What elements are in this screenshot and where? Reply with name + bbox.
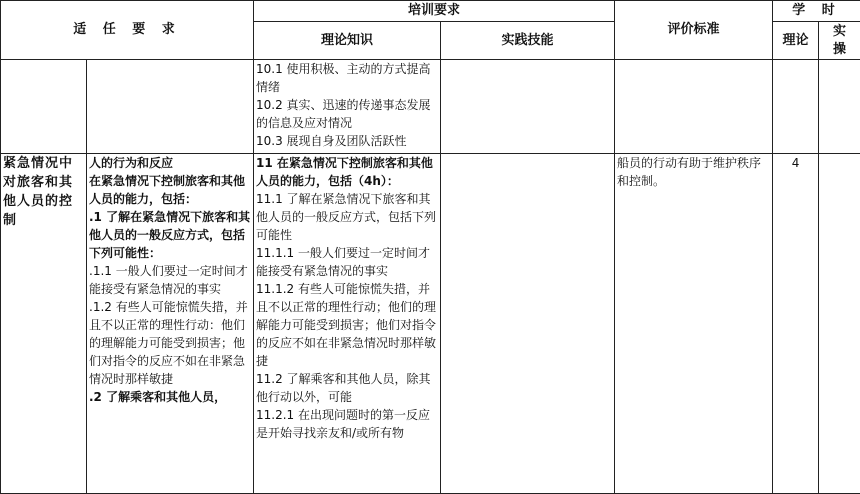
row2-theory-line: 11.1 了解在紧急情况下旅客和其他人员的一般反应方式，包括下列可能性 — [256, 192, 437, 242]
row1-theory-line: 10.1 使用积极、主动的方式提高情绪 — [256, 62, 431, 94]
row2-knowledge-line: 在紧急情况下控制旅客和其他人员的能力，包括： — [89, 174, 246, 206]
row2-theory-line: 11.2 了解乘客和其他人员，除其他行动以外，可能 — [256, 372, 431, 404]
row2-theory-cell — [254, 154, 441, 494]
practical-skills-header: 实践技能 — [441, 22, 615, 60]
row1-theory-line: 10.3 展现自身及团队活跃性 — [256, 134, 407, 148]
row2-practical-cell — [441, 154, 615, 494]
evaluation-criteria-header: 评价标准 — [615, 1, 773, 60]
theory-hours-header: 理论 — [773, 22, 819, 60]
row2-theory-hours-cell: 4 — [773, 154, 819, 494]
row1-practical-cell — [441, 60, 615, 154]
row2-theory-line: 11.1.2 有些人可能惊慌失措，并且不以正常的理性行动；他们的理解能力可能受到损害；他们对指令的反应不如在非紧急情况时那样敏捷 — [256, 282, 437, 368]
row2-theory-line: 11.2.1 在出现问题时的第一反应是开始寻找亲友和/或所有物 — [256, 408, 430, 440]
row2-competence-title: 紧急情况中对旅客和其他人员的控制 — [1, 154, 87, 494]
theory-knowledge-header: 理论知识 — [254, 22, 441, 60]
row2-knowledge-line: 人的行为和反应 — [89, 156, 174, 170]
row1-knowledge-cell — [87, 60, 254, 154]
row2-knowledge-line: .1.2 有些人可能惊慌失措，并且不以正常的理性行动：他们的理解能力可能受到损害；他们对指令的反应不如在非紧急情况时那样敏捷 — [89, 300, 248, 386]
hours-header: 学 时 — [773, 1, 860, 22]
row2-knowledge-line: .1 了解在紧急情况下旅客和其他人员的一般反应方式，包括下列可能性： — [89, 210, 251, 260]
row1-practice-hours-cell — [819, 60, 860, 154]
practice-hours-header: 实 操 — [819, 22, 860, 60]
row2-theory-line: 11.1.1 一般人们要过一定时间才能接受有紧急情况的事实 — [256, 246, 430, 278]
competence-header: 适 任 要 求 — [1, 1, 254, 60]
row2-knowledge-line: .1.1 一般人们要过一定时间才能接受有紧急情况的事实 — [89, 264, 248, 296]
row1-competence-cell — [1, 60, 87, 154]
row1-theory-cell — [254, 60, 441, 154]
row1-evaluation-cell — [615, 60, 773, 154]
row2-practice-hours-cell — [819, 154, 860, 494]
row2-theory-line: 11 在紧急情况下控制旅客和其他人员的能力，包括（4h）： — [256, 156, 433, 188]
row2-knowledge-line: .2 了解乘客和其他人员， — [89, 390, 227, 404]
row2-knowledge-cell — [87, 154, 254, 494]
row2-evaluation-cell: 船员的行动有助于维护秩序和控制。 — [615, 154, 773, 494]
training-requirements-header: 培训要求 — [254, 1, 615, 22]
row1-theory-hours-cell — [773, 60, 819, 154]
row1-theory-line: 10.2 真实、迅速的传递事态发展的信息及应对情况 — [256, 98, 431, 130]
